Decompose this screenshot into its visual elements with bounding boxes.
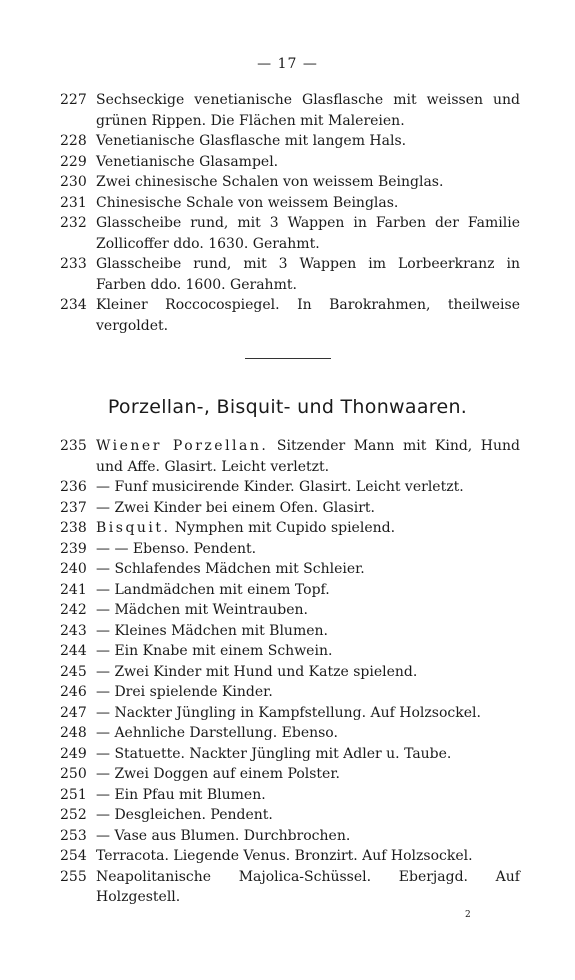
entry-lead: Bisquit. bbox=[96, 520, 171, 536]
entry-number: 236 bbox=[60, 479, 87, 495]
catalog-entry bbox=[60, 436, 520, 477]
entry-text: — Drei spielende Kinder. bbox=[96, 684, 273, 700]
entry-number: 248 bbox=[60, 725, 87, 741]
entry-number: 242 bbox=[60, 602, 87, 618]
entry-number: 231 bbox=[60, 194, 87, 211]
section-divider bbox=[245, 358, 331, 359]
catalog-entry bbox=[60, 295, 520, 336]
entry-number: 245 bbox=[60, 663, 87, 680]
entry-text: — Zwei Kinder mit Hund und Katze spielend. bbox=[96, 663, 418, 680]
entry-text: — Vase aus Blumen. Durchbrochen. bbox=[96, 827, 351, 844]
catalog-entry bbox=[60, 477, 520, 498]
entry-text: Venetianische Glasampel. bbox=[96, 153, 279, 170]
catalog-entry bbox=[60, 172, 520, 193]
entry-text: — Nackter Jüngling in Kampfstellung. Auf Holzsockel. bbox=[96, 704, 481, 721]
entry-text: Glasscheibe rund, mit 3 Wappen in Farben der Familie Zollicoffer ddo. 1630. Gerahmt. bbox=[96, 215, 520, 252]
entry-text bbox=[96, 518, 520, 539]
catalog-entry bbox=[60, 90, 520, 131]
entry-text: Neapolitanische Majolica-Schüssel. Eberjagd. Auf Holzgestell. bbox=[96, 868, 520, 905]
entry-text: Sechseckige venetianische Glasflasche mit weissen und grünen Rippen. Die Flächen mit Malereien. bbox=[96, 92, 520, 129]
catalog-entry bbox=[60, 193, 520, 214]
entry-text: Kleiner Roccocospiegel. In Barokrahmen, theilweise vergoldet. bbox=[96, 297, 520, 334]
signature-mark: 2 bbox=[465, 910, 471, 920]
entry-text: — Ein Knabe mit einem Schwein. bbox=[96, 643, 333, 659]
entry-number: 243 bbox=[60, 622, 87, 639]
entry-text: — Kleines Mädchen mit Blumen. bbox=[96, 622, 328, 639]
catalog-entry bbox=[60, 703, 520, 724]
entry-number: 247 bbox=[60, 704, 87, 721]
catalog-entry bbox=[60, 826, 520, 847]
entry-text: — Landmädchen mit einem Topf. bbox=[96, 581, 330, 598]
catalog-entry bbox=[60, 152, 520, 173]
entry-number: 233 bbox=[60, 256, 87, 272]
entry-lead: Wiener Porzellan. bbox=[96, 438, 269, 454]
entry-text: — Aehnliche Darstellung. Ebenso. bbox=[96, 725, 338, 741]
entry-text: Terracota. Liegende Venus. Bronzirt. Auf Holzsockel. bbox=[96, 848, 473, 864]
entry-number: 227 bbox=[60, 92, 87, 108]
entry-text: — Zwei Doggen auf einem Polster. bbox=[96, 766, 340, 782]
catalog-entry bbox=[60, 580, 520, 601]
entry-number: 235 bbox=[60, 438, 87, 454]
catalog-entry bbox=[60, 559, 520, 580]
catalog-entry bbox=[60, 600, 520, 621]
entry-text: Zwei chinesische Schalen von weissem Beinglas. bbox=[96, 174, 444, 190]
catalog-entry bbox=[60, 867, 520, 908]
entry-description: Nymphen mit Cupido spielend. bbox=[170, 520, 396, 536]
entries-top bbox=[60, 90, 520, 336]
entry-number: 237 bbox=[60, 499, 87, 516]
section-heading: Porzellan-, Bisquit- und Thonwaaren. bbox=[107, 396, 468, 418]
page-number: — 17 — bbox=[257, 56, 318, 72]
entries-bottom bbox=[60, 436, 520, 908]
catalog-entry bbox=[60, 131, 520, 152]
catalog-entry bbox=[60, 498, 520, 519]
entry-number: 240 bbox=[60, 561, 87, 577]
entry-number: 232 bbox=[60, 215, 87, 231]
entry-text: — — Ebenso. Pendent. bbox=[96, 540, 257, 557]
catalog-entry bbox=[60, 805, 520, 826]
entry-text bbox=[96, 436, 520, 477]
catalog-entry bbox=[60, 764, 520, 785]
entry-number: 254 bbox=[60, 848, 87, 864]
entry-text: — Statuette. Nackter Jüngling mit Adler u. Taube. bbox=[96, 745, 452, 762]
entry-number: 246 bbox=[60, 684, 87, 700]
catalog-entry bbox=[60, 213, 520, 254]
entry-text: Venetianische Glasflasche mit langem Hals. bbox=[96, 133, 407, 149]
entry-number: 238 bbox=[60, 520, 87, 536]
entry-number: 244 bbox=[60, 643, 87, 659]
catalog-entry bbox=[60, 254, 520, 295]
entry-number: 230 bbox=[60, 174, 87, 190]
entry-number: 239 bbox=[60, 540, 87, 557]
entry-number: 252 bbox=[60, 807, 87, 823]
entry-number: 249 bbox=[60, 745, 87, 762]
catalog-entry bbox=[60, 518, 520, 539]
entry-text: — Zwei Kinder bei einem Ofen. Glasirt. bbox=[96, 499, 375, 516]
entry-number: 228 bbox=[60, 133, 87, 149]
entry-text: Glasscheibe rund, mit 3 Wappen im Lorbeerkranz in Farben ddo. 1600. Gerahmt. bbox=[96, 256, 520, 293]
entry-text: — Desgleichen. Pendent. bbox=[96, 807, 273, 823]
catalog-entry bbox=[60, 539, 520, 560]
entry-number: 255 bbox=[60, 868, 87, 885]
entry-description: Sitzender Mann mit Kind, Hund und Affe. Glasirt. Leicht verletzt. bbox=[96, 438, 520, 475]
entry-text: Chinesische Schale von weissem Beinglas. bbox=[96, 194, 399, 211]
catalog-entry bbox=[60, 662, 520, 683]
catalog-entry bbox=[60, 744, 520, 765]
entry-number: 241 bbox=[60, 581, 87, 598]
entry-text: — Schlafendes Mädchen mit Schleier. bbox=[96, 561, 365, 577]
catalog-entry bbox=[60, 846, 520, 867]
entry-number: 234 bbox=[60, 297, 87, 313]
catalog-entry bbox=[60, 785, 520, 806]
entry-number: 229 bbox=[60, 153, 87, 170]
catalog-entry bbox=[60, 641, 520, 662]
entry-number: 250 bbox=[60, 766, 87, 782]
entry-number: 251 bbox=[60, 786, 87, 803]
entry-text: — Funf musicirende Kinder. Glasirt. Leicht verletzt. bbox=[96, 479, 464, 495]
catalog-entry bbox=[60, 621, 520, 642]
entry-number: 253 bbox=[60, 827, 87, 844]
entry-text: — Mädchen mit Weintrauben. bbox=[96, 602, 308, 618]
catalog-entry bbox=[60, 682, 520, 703]
catalog-entry bbox=[60, 723, 520, 744]
entry-text: — Ein Pfau mit Blumen. bbox=[96, 786, 266, 803]
